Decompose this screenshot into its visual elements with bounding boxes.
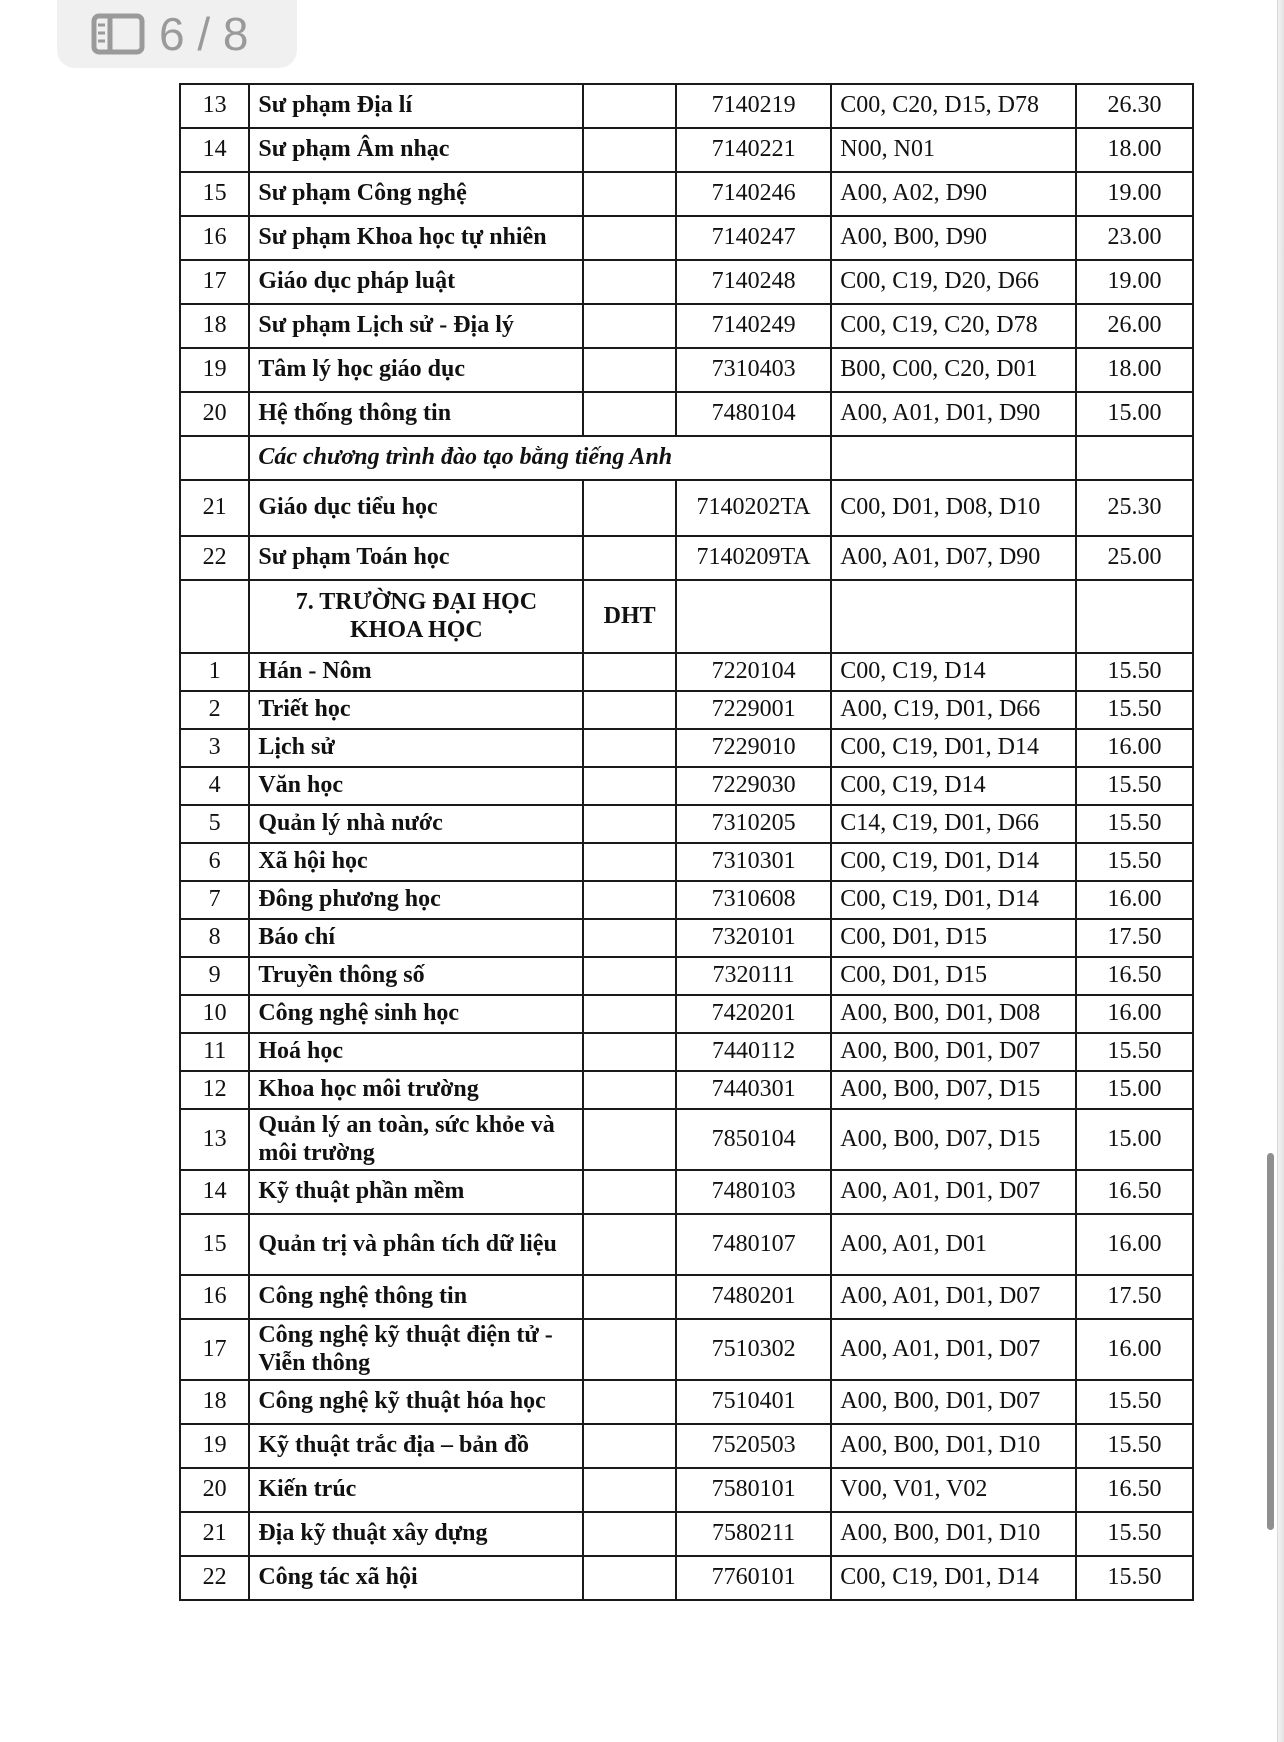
- program-symbol: [583, 881, 675, 919]
- program-name: Quản lý nhà nước: [249, 805, 583, 843]
- program-code: 7320101: [676, 919, 831, 957]
- row-number: 17: [180, 260, 249, 304]
- program-name: Giáo dục pháp luật: [249, 260, 583, 304]
- subject-combinations: C00, C19, D14: [831, 653, 1076, 691]
- table-row: [180, 216, 1193, 260]
- program-symbol: [583, 1319, 675, 1380]
- program-code: 7229001: [676, 691, 831, 729]
- program-symbol: [583, 691, 675, 729]
- table-row: [180, 1319, 1193, 1380]
- program-symbol: [583, 1556, 675, 1600]
- row-number: 8: [180, 919, 249, 957]
- program-code: 7510302: [676, 1319, 831, 1380]
- program-name: Giáo dục tiểu học: [249, 480, 583, 536]
- row-number: 16: [180, 216, 249, 260]
- program-name: Sư phạm Toán học: [249, 536, 583, 580]
- table-row: [180, 1556, 1193, 1600]
- program-code: 7510401: [676, 1380, 831, 1424]
- program-name: Công nghệ kỹ thuật hóa học: [249, 1380, 583, 1424]
- program-name: Kỹ thuật trắc địa – bản đồ: [249, 1424, 583, 1468]
- admission-score: 16.50: [1076, 1468, 1193, 1512]
- program-name: Quản trị và phân tích dữ liệu: [249, 1214, 583, 1275]
- admission-score: 18.00: [1076, 348, 1193, 392]
- row-number: 18: [180, 304, 249, 348]
- program-code: 7480104: [676, 392, 831, 436]
- subject-combinations: A00, A01, D01: [831, 1214, 1076, 1275]
- program-name: Sư phạm Địa lí: [249, 84, 583, 128]
- subject-combinations: A00, C19, D01, D66: [831, 691, 1076, 729]
- program-name: Sư phạm Âm nhạc: [249, 128, 583, 172]
- window-edge: [1277, 0, 1284, 1742]
- row-number: 18: [180, 1380, 249, 1424]
- program-name: Sư phạm Công nghệ: [249, 172, 583, 216]
- row-number: 13: [180, 84, 249, 128]
- program-code: 7480201: [676, 1275, 831, 1319]
- table-row: [180, 1275, 1193, 1319]
- row-number: 9: [180, 957, 249, 995]
- program-code: 7310301: [676, 843, 831, 881]
- row-number: 5: [180, 805, 249, 843]
- program-symbol: [583, 767, 675, 805]
- program-symbol: [583, 1512, 675, 1556]
- admission-score: 18.00: [1076, 128, 1193, 172]
- program-name: Hệ thống thông tin: [249, 392, 583, 436]
- admission-score: 15.00: [1076, 1071, 1193, 1109]
- subject-combinations: A00, B00, D01, D10: [831, 1424, 1076, 1468]
- table-row: [180, 1109, 1193, 1170]
- subject-combinations: C00, C19, D14: [831, 767, 1076, 805]
- program-code: 7310608: [676, 881, 831, 919]
- program-code: 7320111: [676, 957, 831, 995]
- scrollbar-thumb[interactable]: [1267, 1153, 1274, 1530]
- program-code: 7480103: [676, 1170, 831, 1214]
- table-row: [180, 1071, 1193, 1109]
- group-empty-cell: [1076, 436, 1193, 480]
- program-name: Quản lý an toàn, sức khỏe và môi trường: [249, 1109, 583, 1170]
- admission-score: 15.50: [1076, 1033, 1193, 1071]
- subject-combinations: A00, B00, D01, D07: [831, 1380, 1076, 1424]
- subject-combinations: A00, A01, D01, D07: [831, 1275, 1076, 1319]
- program-code: 7140246: [676, 172, 831, 216]
- program-symbol: [583, 1033, 675, 1071]
- program-name: Công nghệ thông tin: [249, 1275, 583, 1319]
- program-name: Địa kỹ thuật xây dựng: [249, 1512, 583, 1556]
- row-number: 1: [180, 653, 249, 691]
- program-symbol: [583, 216, 675, 260]
- school-stt-cell: [180, 580, 249, 653]
- admission-score: 15.50: [1076, 843, 1193, 881]
- admission-score: 26.00: [1076, 304, 1193, 348]
- program-name: Báo chí: [249, 919, 583, 957]
- school-title-line2: KHOA HỌC: [350, 616, 483, 643]
- program-name: Truyền thông số: [249, 957, 583, 995]
- row-number: 14: [180, 1170, 249, 1214]
- row-number: 20: [180, 392, 249, 436]
- subject-combinations: A00, B00, D07, D15: [831, 1071, 1076, 1109]
- program-name: Công tác xã hội: [249, 1556, 583, 1600]
- table-row: [180, 392, 1193, 436]
- row-number: 19: [180, 1424, 249, 1468]
- table-row: [180, 480, 1193, 536]
- table-row: [180, 881, 1193, 919]
- program-code: 7760101: [676, 1556, 831, 1600]
- group-row-english: [180, 436, 1193, 480]
- admission-score: 16.00: [1076, 995, 1193, 1033]
- row-number: 15: [180, 172, 249, 216]
- school-empty-cell: [831, 580, 1076, 653]
- table-row: [180, 348, 1193, 392]
- program-code: 7140202TA: [676, 480, 831, 536]
- admission-score: 16.00: [1076, 1214, 1193, 1275]
- subject-combinations: C00, C19, D01, D14: [831, 729, 1076, 767]
- page-number: 6 / 8: [159, 8, 249, 60]
- row-number: 11: [180, 1033, 249, 1071]
- table-row: [180, 805, 1193, 843]
- school-empty-cell: [676, 580, 831, 653]
- program-code: 7440301: [676, 1071, 831, 1109]
- sidebar-toggle-icon[interactable]: [91, 13, 145, 55]
- program-symbol: [583, 653, 675, 691]
- admission-score: 26.30: [1076, 84, 1193, 128]
- admission-score: 15.00: [1076, 1109, 1193, 1170]
- program-symbol: [583, 1071, 675, 1109]
- table-row: [180, 304, 1193, 348]
- subject-combinations: A00, A02, D90: [831, 172, 1076, 216]
- program-symbol: [583, 392, 675, 436]
- group-empty-cell: [831, 436, 1076, 480]
- table-row: [180, 536, 1193, 580]
- program-code: 7140249: [676, 304, 831, 348]
- table-row: [180, 1380, 1193, 1424]
- program-name: Đông phương học: [249, 881, 583, 919]
- row-number: 17: [180, 1319, 249, 1380]
- admission-score: 15.50: [1076, 1512, 1193, 1556]
- table-row: [180, 1170, 1193, 1214]
- subject-combinations: V00, V01, V02: [831, 1468, 1076, 1512]
- row-number: 12: [180, 1071, 249, 1109]
- row-number: 6: [180, 843, 249, 881]
- table-row: [180, 957, 1193, 995]
- program-code: 7580101: [676, 1468, 831, 1512]
- program-name: Triết học: [249, 691, 583, 729]
- program-code: 7520503: [676, 1424, 831, 1468]
- program-symbol: [583, 1109, 675, 1170]
- program-symbol: [583, 843, 675, 881]
- subject-combinations: C00, C19, C20, D78: [831, 304, 1076, 348]
- program-symbol: [583, 536, 675, 580]
- group-label: Các chương trình đào tạo bằng tiếng Anh: [249, 436, 831, 480]
- row-number: 2: [180, 691, 249, 729]
- row-number: 13: [180, 1109, 249, 1170]
- row-number: 22: [180, 536, 249, 580]
- program-code: 7220104: [676, 653, 831, 691]
- program-code: 7140248: [676, 260, 831, 304]
- program-code: 7850104: [676, 1109, 831, 1170]
- program-name: Xã hội học: [249, 843, 583, 881]
- table-row: [180, 172, 1193, 216]
- program-name: Công nghệ kỹ thuật điện tử - Viễn thông: [249, 1319, 583, 1380]
- subject-combinations: A00, B00, D01, D07: [831, 1033, 1076, 1071]
- table-row: [180, 1424, 1193, 1468]
- row-number: 19: [180, 348, 249, 392]
- admission-score: 16.50: [1076, 1170, 1193, 1214]
- subject-combinations: N00, N01: [831, 128, 1076, 172]
- subject-combinations: A00, A01, D01, D90: [831, 392, 1076, 436]
- admission-score: 15.50: [1076, 691, 1193, 729]
- program-code: 7140221: [676, 128, 831, 172]
- school-title: [249, 580, 583, 653]
- program-symbol: [583, 480, 675, 536]
- program-name: Sư phạm Khoa học tự nhiên: [249, 216, 583, 260]
- subject-combinations: A00, B00, D90: [831, 216, 1076, 260]
- subject-combinations: C00, D01, D08, D10: [831, 480, 1076, 536]
- program-symbol: [583, 729, 675, 767]
- program-code: 7440112: [676, 1033, 831, 1071]
- program-symbol: [583, 919, 675, 957]
- admission-score: 15.50: [1076, 653, 1193, 691]
- subject-combinations: C00, D01, D15: [831, 957, 1076, 995]
- subject-combinations: C00, C19, D01, D14: [831, 1556, 1076, 1600]
- program-symbol: [583, 805, 675, 843]
- table-row: [180, 729, 1193, 767]
- group-stt-cell: [180, 436, 249, 480]
- table-row: [180, 260, 1193, 304]
- program-code: 7229030: [676, 767, 831, 805]
- program-symbol: [583, 1275, 675, 1319]
- admission-score: 15.50: [1076, 1556, 1193, 1600]
- row-number: 20: [180, 1468, 249, 1512]
- program-name: Công nghệ sinh học: [249, 995, 583, 1033]
- school-title-line1: 7. TRƯỜNG ĐẠI HỌC: [295, 588, 538, 615]
- school-header-row: [180, 580, 1193, 653]
- admission-score: 19.00: [1076, 260, 1193, 304]
- subject-combinations: B00, C00, C20, D01: [831, 348, 1076, 392]
- admission-score: 15.50: [1076, 767, 1193, 805]
- table-row: [180, 128, 1193, 172]
- program-symbol: [583, 304, 675, 348]
- program-name: Hán - Nôm: [249, 653, 583, 691]
- subject-combinations: C00, C19, D01, D14: [831, 843, 1076, 881]
- table-row: [180, 1033, 1193, 1071]
- admission-score: 17.50: [1076, 919, 1193, 957]
- row-number: 21: [180, 1512, 249, 1556]
- program-symbol: [583, 1424, 675, 1468]
- table-row: [180, 653, 1193, 691]
- admission-score-table: [179, 83, 1194, 1601]
- program-symbol: [583, 260, 675, 304]
- program-code: 7580211: [676, 1512, 831, 1556]
- subject-combinations: C00, C19, D20, D66: [831, 260, 1076, 304]
- program-code: 7140219: [676, 84, 831, 128]
- program-name: Hoá học: [249, 1033, 583, 1071]
- row-number: 21: [180, 480, 249, 536]
- program-name: Văn học: [249, 767, 583, 805]
- subject-combinations: A00, B00, D01, D10: [831, 1512, 1076, 1556]
- program-symbol: [583, 1214, 675, 1275]
- subject-combinations: C00, D01, D15: [831, 919, 1076, 957]
- program-name: Lịch sử: [249, 729, 583, 767]
- program-code: 7140209TA: [676, 536, 831, 580]
- admission-score: 23.00: [1076, 216, 1193, 260]
- table-row: [180, 1468, 1193, 1512]
- program-code: 7310403: [676, 348, 831, 392]
- program-code: 7310205: [676, 805, 831, 843]
- table-row: [180, 767, 1193, 805]
- table-row: [180, 1512, 1193, 1556]
- admission-score: 19.00: [1076, 172, 1193, 216]
- admission-score: 25.00: [1076, 536, 1193, 580]
- program-symbol: [583, 957, 675, 995]
- subject-combinations: C00, C19, D01, D14: [831, 881, 1076, 919]
- program-name: Kiến trúc: [249, 1468, 583, 1512]
- table-row: [180, 691, 1193, 729]
- program-symbol: [583, 995, 675, 1033]
- program-symbol: [583, 128, 675, 172]
- admission-score: 17.50: [1076, 1275, 1193, 1319]
- program-name: Tâm lý học giáo dục: [249, 348, 583, 392]
- program-code: 7420201: [676, 995, 831, 1033]
- subject-combinations: C00, C20, D15, D78: [831, 84, 1076, 128]
- table-row: [180, 843, 1193, 881]
- table-row: [180, 995, 1193, 1033]
- program-symbol: [583, 172, 675, 216]
- school-empty-cell: [1076, 580, 1193, 653]
- row-number: 22: [180, 1556, 249, 1600]
- program-name: Khoa học môi trường: [249, 1071, 583, 1109]
- program-symbol: [583, 348, 675, 392]
- row-number: 4: [180, 767, 249, 805]
- subject-combinations: A00, A01, D01, D07: [831, 1319, 1076, 1380]
- school-symbol: DHT: [583, 580, 675, 653]
- admission-score: 16.50: [1076, 957, 1193, 995]
- admission-score: 15.50: [1076, 1380, 1193, 1424]
- row-number: 15: [180, 1214, 249, 1275]
- program-code: 7229010: [676, 729, 831, 767]
- admission-score: 15.00: [1076, 392, 1193, 436]
- admission-score: 25.30: [1076, 480, 1193, 536]
- program-symbol: [583, 1170, 675, 1214]
- admission-score: 16.00: [1076, 1319, 1193, 1380]
- subject-combinations: A00, B00, D01, D08: [831, 995, 1076, 1033]
- table-row: [180, 919, 1193, 957]
- admission-score: 16.00: [1076, 729, 1193, 767]
- row-number: 10: [180, 995, 249, 1033]
- row-number: 14: [180, 128, 249, 172]
- program-symbol: [583, 84, 675, 128]
- program-code: 7140247: [676, 216, 831, 260]
- program-code: 7480107: [676, 1214, 831, 1275]
- table-row: [180, 1214, 1193, 1275]
- admission-score: 15.50: [1076, 805, 1193, 843]
- subject-combinations: A00, B00, D07, D15: [831, 1109, 1076, 1170]
- program-name: Kỹ thuật phần mềm: [249, 1170, 583, 1214]
- page-indicator[interactable]: [57, 0, 297, 68]
- admission-score: 15.50: [1076, 1424, 1193, 1468]
- table-row: [180, 84, 1193, 128]
- row-number: 16: [180, 1275, 249, 1319]
- subject-combinations: A00, A01, D07, D90: [831, 536, 1076, 580]
- program-symbol: [583, 1468, 675, 1512]
- program-symbol: [583, 1380, 675, 1424]
- admission-score: 16.00: [1076, 881, 1193, 919]
- subject-combinations: A00, A01, D01, D07: [831, 1170, 1076, 1214]
- subject-combinations: C14, C19, D01, D66: [831, 805, 1076, 843]
- program-name: Sư phạm Lịch sử - Địa lý: [249, 304, 583, 348]
- row-number: 7: [180, 881, 249, 919]
- row-number: 3: [180, 729, 249, 767]
